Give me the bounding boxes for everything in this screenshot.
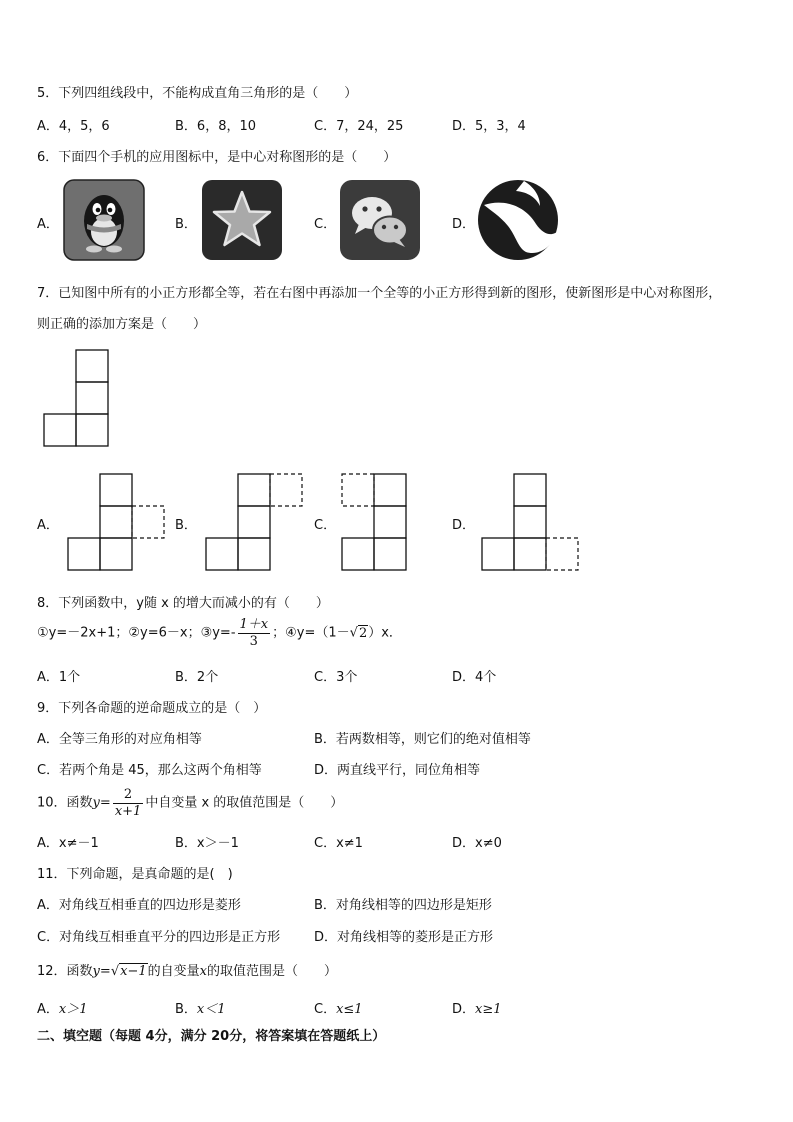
q5-option-d: D．5，3，4 (452, 119, 526, 134)
q6-label-d: D． (452, 217, 476, 232)
q10-option-a: A．x≠－1 (37, 836, 99, 851)
q5-option-a: A．4，5，6 (37, 119, 110, 134)
q12-option-c-math: x≤1 (336, 1002, 363, 1017)
q11-stem: 11．下列命题，是真命题的是( ) (37, 867, 233, 882)
q6-stem: 6．下面四个手机的应用图标中，是中心对称图形的是（ ） (37, 150, 397, 165)
q12-suffix: 的取值范围是（ ） (206, 964, 337, 979)
q12-option-b-math: x＜1 (196, 1002, 226, 1017)
q10-equals: = (99, 795, 111, 811)
section-2-title: 二、填空题（每题 4分，满分 20分，将答案填在答题纸上） (37, 1029, 386, 1044)
q12-prefix: 12．函数 (37, 964, 93, 979)
q5-option-b: B．6，8，10 (175, 119, 257, 134)
q8-functions-part3: ）x． (368, 625, 402, 641)
q9-option-d: D．两直线平行，同位角相等 (314, 763, 481, 778)
q12-option-b (175, 998, 226, 1017)
q12-option-d-letter: D． (452, 1002, 476, 1017)
q9-option-c: C．若两个角是 45，那么这两个角相等 (37, 763, 262, 778)
q10-option-b: B．x＞－1 (175, 836, 239, 851)
q7-option-a-figure (64, 472, 168, 574)
q7-stem-line1: 7．已知图中所有的小正方形都全等，若在右图中再添加一个全等的小正方形得到新的图形，使新图形是中心对称图形， (37, 286, 722, 301)
q12-option-b-letter: B． (175, 1002, 197, 1017)
q6-label-c: C． (314, 217, 337, 232)
q8-sqrt-argument: 2 (358, 625, 368, 641)
swirl-logo-icon (476, 178, 560, 262)
q7-option-c-figure (338, 472, 412, 574)
q10-fraction-numerator: 2 (113, 788, 144, 804)
q12-option-c-letter: C． (314, 1002, 337, 1017)
q10-suffix: 中自变量 x 的取值范围是（ ） (145, 795, 344, 811)
q8-functions (37, 618, 402, 648)
q8-fraction-denominator: 3 (249, 633, 258, 649)
q12-option-a-math: x＞1 (58, 1002, 88, 1017)
q12-option-d (452, 998, 502, 1017)
q9-option-a: A．全等三角形的对应角相等 (37, 732, 202, 747)
q10-fraction (113, 788, 144, 818)
q11-option-a: A．对角线互相垂直的四边形是菱形 (37, 898, 241, 913)
q10-y-var: y (92, 795, 100, 811)
q12-option-a-letter: A． (37, 1002, 59, 1017)
q7-label-b: B． (175, 518, 197, 533)
q8-fraction-numerator: 1＋x (239, 617, 269, 632)
q8-option-a: A．1个 (37, 670, 81, 685)
q9-option-b: B．若两数相等，则它们的绝对值相等 (314, 732, 531, 747)
q12-sqrt-symbol: √ (110, 964, 120, 979)
q7-label-c: C． (314, 518, 337, 533)
q8-option-b: B．2个 (175, 670, 219, 685)
q8-option-d: D．4个 (452, 670, 497, 685)
q8-functions-part2: ；④y=（1－ (272, 625, 350, 641)
q7-label-d: D． (452, 518, 476, 533)
q11-option-b: B．对角线相等的四边形是矩形 (314, 898, 492, 913)
q7-stem-line2: 则正确的添加方案是（ ） (37, 317, 207, 332)
q10-fraction-denominator: x+1 (114, 803, 142, 819)
q12-equals: = (99, 964, 111, 979)
q5-stem: 5．下列四组线段中，不能构成直角三角形的是（ ） (37, 86, 358, 101)
q5-option-c: C．7，24，25 (314, 119, 404, 134)
q10-option-d: D．x≠0 (452, 836, 502, 851)
qq-penguin-icon (63, 179, 145, 261)
q12-sqrt-argument: x−1 (120, 964, 147, 979)
q11-option-d: D．对角线相等的菱形是正方形 (314, 930, 494, 945)
q12-y-var: y (92, 964, 100, 979)
q8-sqrt-symbol: √ (349, 625, 358, 641)
q7-label-a: A． (37, 518, 59, 533)
q10-prefix: 10．函数 (37, 795, 93, 811)
q12-stem (37, 960, 337, 979)
q7-option-b-figure (202, 472, 306, 574)
wechat-icon (339, 179, 421, 261)
q9-stem: 9．下列各命题的逆命题成立的是（ ） (37, 701, 267, 716)
q8-option-c: C．3个 (314, 670, 358, 685)
q11-option-c: C．对角线互相垂直平分的四边形是正方形 (37, 930, 281, 945)
q7-option-d-figure (478, 472, 584, 574)
q7-original-figure (40, 348, 110, 450)
q12-option-c (314, 998, 363, 1017)
q12-option-d-math: x≥1 (475, 1002, 502, 1017)
q6-label-b: B． (175, 217, 197, 232)
q12-mid: 的自变量 (147, 964, 200, 979)
q8-fraction (238, 618, 271, 648)
q6-label-a: A． (37, 217, 59, 232)
star-icon (201, 179, 283, 261)
q12-x-var: x (199, 964, 207, 979)
q8-stem: 8．下列函数中，y随 x 的增大而减小的有（ ） (37, 596, 329, 611)
q12-option-a (37, 998, 88, 1017)
q10-stem (37, 788, 343, 818)
q10-option-c: C．x≠1 (314, 836, 363, 851)
q8-functions-part1: ①y=－2x+1；②y=6－x；③y=- (37, 625, 236, 641)
